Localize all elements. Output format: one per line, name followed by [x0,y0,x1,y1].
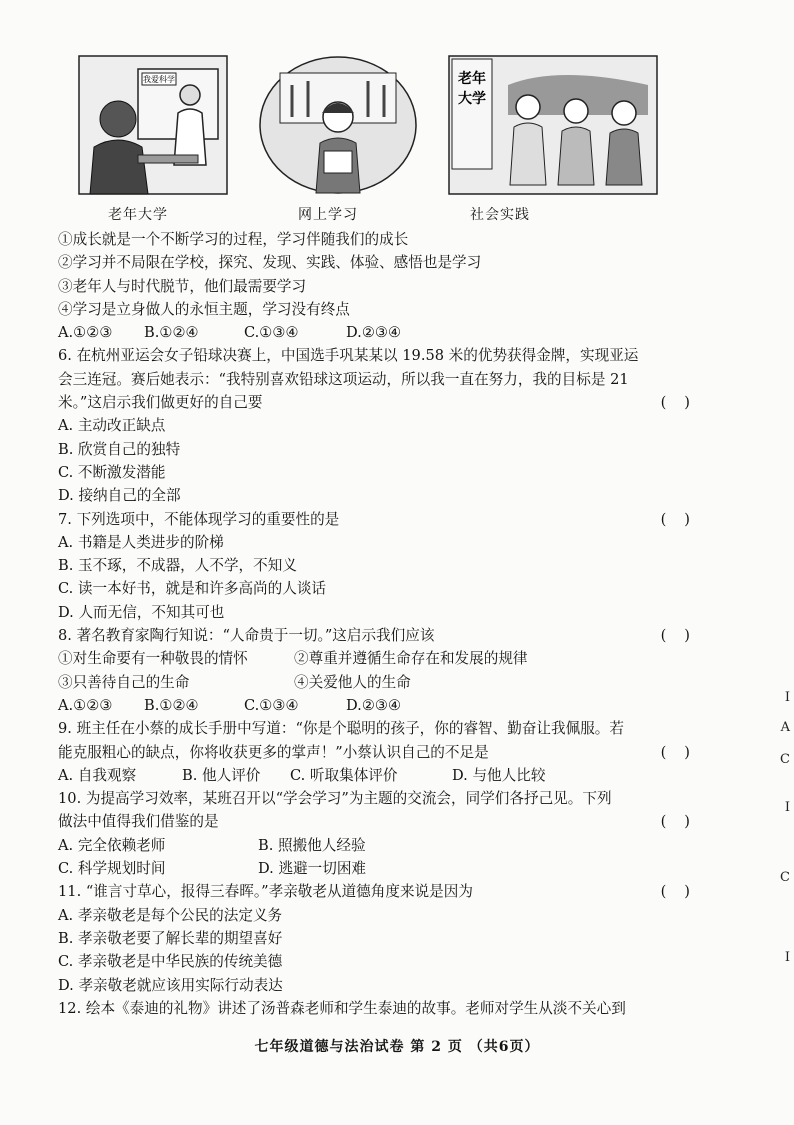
q8-statements-2 [58,671,720,694]
q11-stem-text: 11. “谁言寸草心，报得三春晖。”孝亲敬老从道德角度来说是因为 [58,883,473,901]
q6-option-a[interactable]: A. 主动改正缺点 [58,417,166,435]
q8-stem-text: 8. 著名教育家陶行知说：“人命贵于一切。”这启示我们应该 [58,627,435,645]
q5-options [58,321,720,344]
option-c[interactable]: C.①③④ [244,324,299,342]
statement-1: ①成长就是一个不断学习的过程，学习伴随我们的成长 [58,231,409,248]
q8-s2: ②尊重并遵循生命存在和发展的规律 [294,650,528,668]
answer-bracket[interactable]: () [660,627,708,645]
figure-social-practice [448,55,658,195]
edge-mark: I [784,690,790,705]
edge-mark: A [780,720,790,735]
q8-s1: ①对生命要有一种敬畏的情怀 [58,650,248,668]
option-d[interactable]: D.②③④ [346,696,402,714]
q10-options-1 [58,834,720,857]
q8-s4: ④关爱他人的生命 [294,673,411,691]
q6-option-b[interactable]: B. 欣赏自己的独特 [58,440,181,458]
q8-statements-1 [58,647,720,670]
page-footer: 七年级道德与法治试卷 第 2 页 （共6页） [254,1039,540,1055]
option-b[interactable]: B.①②④ [144,696,199,714]
q10-options-2 [58,857,720,880]
q6-option-d[interactable]: D. 接纳自己的全部 [58,487,181,505]
sign-line1: 老年 [458,71,486,87]
board-text: 我爱科学 [143,75,175,84]
statement-3: ③老年人与时代脱节，他们最需要学习 [58,277,307,295]
q7-option-c[interactable]: C. 读一本好书，就是和许多高尚的人谈话 [58,580,327,598]
sign-line2: 大学 [458,91,486,107]
q6-stem-3 [58,391,720,414]
option-a[interactable]: A.①②③ [58,696,113,714]
edge-mark: I [784,950,790,965]
q10-stem-2-text: 做法中值得我们借鉴的是 [58,813,219,831]
q9-stem-2-text: 能克服粗心的缺点，你将收获更多的掌声！”小蔡认识自己的不足是 [58,743,489,761]
q9-stem-2 [58,741,720,764]
option-a[interactable]: A.①②③ [58,324,113,342]
option-d[interactable]: D. 与他人比较 [452,766,546,784]
answer-bracket[interactable]: () [660,510,708,528]
option-b[interactable]: B. 他人评价 [182,766,261,784]
q9-stem-1: 9. 班主任在小蔡的成长手册中写道：“你是个聪明的孩子，你的睿智、勤奋让我佩服。若 [58,720,624,738]
answer-bracket[interactable]: () [660,743,708,761]
q11-stem [58,880,720,903]
q10-stem-1: 10. 为提高学习效率，某班召开以“学会学习”为主题的交流会，同学们各抒己见。下列 [58,790,612,808]
edge-mark: C [780,870,790,885]
option-c[interactable]: C. 科学规划时间 [58,860,166,878]
option-b[interactable]: B. 照搬他人经验 [258,836,366,854]
statement-2: ②学习并不局限在学校，探究、发现、实践、体验、感悟也是学习 [58,254,482,272]
option-d[interactable]: D. 逃避一切困难 [258,860,367,878]
q9-options [58,764,720,787]
q10-stem-2 [58,810,720,833]
q8-s3: ③只善待自己的生命 [58,673,190,691]
q7-option-a[interactable]: A. 书籍是人类进步的阶梯 [58,533,224,551]
statement-4: ④学习是立身做人的永恒主题，学习没有终点 [58,300,350,318]
option-d[interactable]: D.②③④ [346,324,402,342]
answer-bracket[interactable]: () [660,813,708,831]
q7-option-d[interactable]: D. 人而无信，不知其可也 [58,603,225,621]
q6-stem-2: 会三连冠。赛后她表示：“我特别喜欢铅球这项运动，所以我一直在努力，我的目标是 21 [58,370,629,388]
q7-stem-text: 7. 下列选项中，不能体现学习的重要性的是 [58,510,340,528]
figure-elderly-university [78,55,228,195]
option-c[interactable]: C. 听取集体评价 [290,766,398,784]
caption-online-learning: 网上学习 [298,207,358,223]
questions [58,228,720,1020]
answer-bracket[interactable]: () [660,394,708,412]
answer-bracket[interactable]: () [660,883,708,901]
q8-stem [58,624,720,647]
caption-elderly-university: 老年大学 [108,207,168,223]
figure-online-learning [258,55,418,195]
option-a[interactable]: A. 完全依赖老师 [58,836,166,854]
q8-options [58,694,720,717]
caption-social-practice: 社会实践 [470,207,530,223]
option-b[interactable]: B.①②④ [144,324,199,342]
q11-option-a[interactable]: A. 孝亲敬老是每个公民的法定义务 [58,906,283,924]
q11-option-b[interactable]: B. 孝亲敬老要了解长辈的期望喜好 [58,929,283,947]
q6-stem-3-text: 米。”这启示我们做更好的自己要 [58,394,263,412]
q12-stem: 12. 绘本《泰迪的礼物》讲述了汤普森老师和学生泰迪的故事。老师对学生从淡不关心到 [58,999,626,1017]
q6-stem-1: 6. 在杭州亚运会女子铅球决赛上，中国选手巩某某以 19.58 米的优势获得金牌，实现亚运 [58,347,639,365]
q11-option-d[interactable]: D. 孝亲敬老就应该用实际行动表达 [58,976,283,994]
edge-mark: I [784,800,790,815]
edge-mark: C [780,752,790,767]
option-a[interactable]: A. 自我观察 [58,766,137,784]
q11-option-c[interactable]: C. 孝亲敬老是中华民族的传统美德 [58,953,283,971]
q6-option-c[interactable]: C. 不断激发潜能 [58,463,166,481]
q7-option-b[interactable]: B. 玉不琢，不成器，人不学，不知义 [58,557,297,575]
illustration-row [58,55,658,225]
option-c[interactable]: C.①③④ [244,696,299,714]
q7-stem [58,508,720,531]
